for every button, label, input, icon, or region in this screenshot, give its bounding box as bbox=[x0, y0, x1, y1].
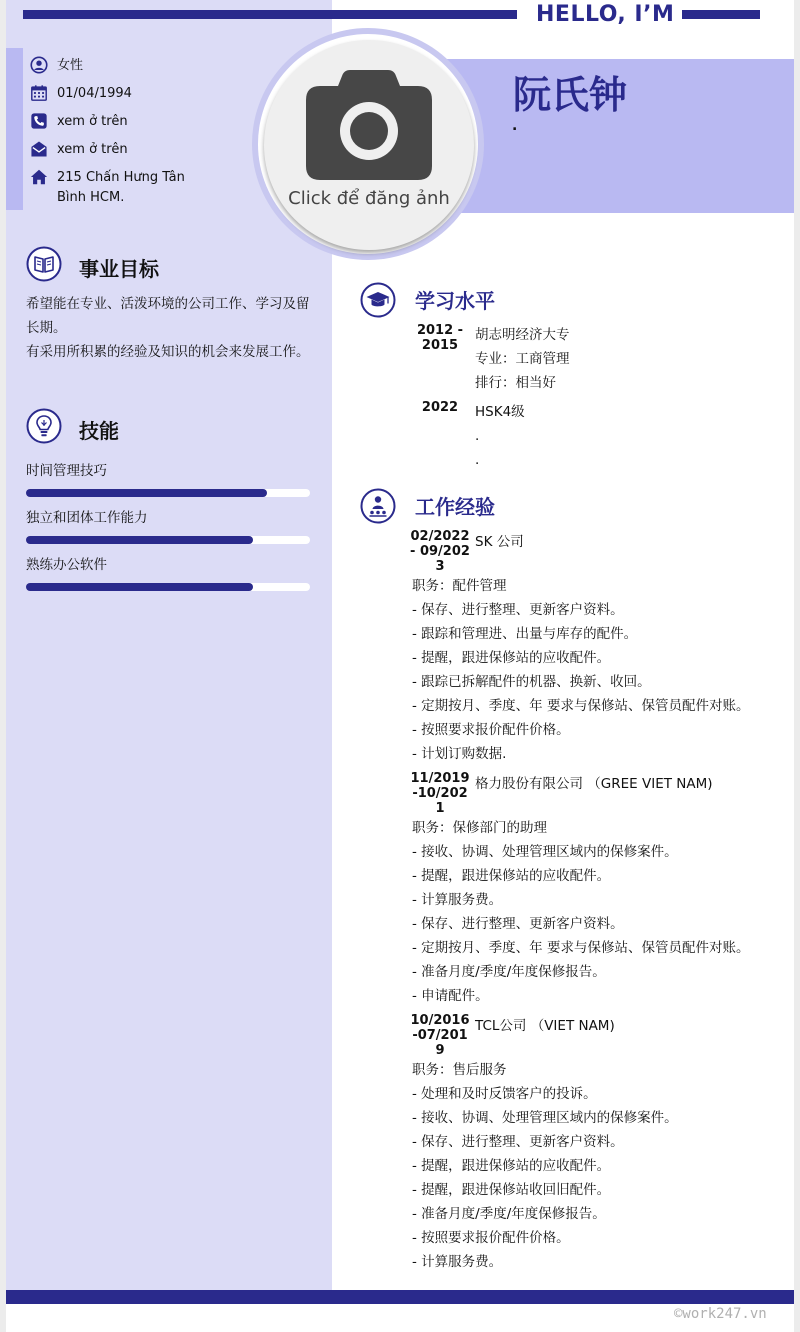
education-details[interactable] bbox=[475, 400, 525, 472]
objective-line: 希望能在专业、活泼环境的公司工作、学习及留长期。 bbox=[26, 296, 310, 336]
job-company[interactable]: 格力股份有限公司 （GREE VIET NAM) bbox=[475, 776, 713, 792]
info-address[interactable] bbox=[30, 168, 207, 208]
bottom-rule bbox=[6, 1290, 794, 1304]
hello-heading: HELLO, I’M bbox=[536, 2, 675, 27]
job-duties[interactable] bbox=[412, 1058, 787, 1274]
info-phone[interactable] bbox=[30, 112, 207, 132]
book-icon bbox=[26, 246, 62, 282]
job-duty: - 准备月度/季度/年度保修报告。 bbox=[412, 964, 606, 980]
job-duty: - 准备月度/季度/年度保修报告。 bbox=[412, 1206, 606, 1222]
graduation-cap-icon bbox=[360, 282, 396, 318]
skill-label: 时间管理技巧 bbox=[26, 463, 107, 479]
info-accent-bar bbox=[6, 48, 23, 210]
address-text: 215 Chấn Hưng Tân Bình HCM. bbox=[57, 170, 185, 205]
job-duty: - 处理和及时反馈客户的投诉。 bbox=[412, 1086, 597, 1102]
email-icon bbox=[30, 140, 48, 158]
home-icon bbox=[30, 168, 48, 186]
calendar-icon bbox=[30, 84, 48, 102]
job-company[interactable]: TCL公司 （VIET NAM) bbox=[475, 1018, 615, 1034]
education-date: 2012 - 2015 bbox=[416, 323, 464, 353]
skill-label: 独立和团体工作能力 bbox=[26, 510, 148, 526]
objective-title: 事业目标 bbox=[79, 257, 159, 281]
job-duty: - 计划订购数据. bbox=[412, 746, 507, 762]
skill-bar-fill bbox=[26, 489, 267, 497]
job-title[interactable]: . bbox=[512, 118, 518, 134]
job-duty: - 跟踪已拆解配件的机器、换新、收回。 bbox=[412, 674, 651, 690]
gender-text: 女性 bbox=[57, 58, 84, 73]
job-duty: - 接收、协调、处理管理区域内的保修案件。 bbox=[412, 1110, 678, 1126]
skill-bar-track bbox=[26, 536, 310, 544]
top-rule-left bbox=[23, 10, 517, 19]
education-line: . bbox=[475, 428, 480, 444]
skill-item bbox=[26, 461, 310, 497]
job-duty: 职务：保修部门的助理 bbox=[412, 820, 547, 836]
job-duty: - 计算服务费。 bbox=[412, 892, 503, 908]
job-duty: - 按照要求报价配件价格。 bbox=[412, 1230, 570, 1246]
experience-title: 工作经验 bbox=[415, 495, 495, 519]
info-email[interactable] bbox=[30, 140, 207, 160]
job-date: 10/2016 -07/2019 bbox=[410, 1013, 470, 1058]
team-icon bbox=[360, 488, 396, 524]
education-line: HSK4级 bbox=[475, 404, 525, 420]
job-duty: - 定期按月、季度、年 要求与保修站、保管员配件对账。 bbox=[412, 698, 750, 714]
full-name[interactable]: 阮氏钟 bbox=[513, 73, 628, 117]
watermark: ©work247.vn bbox=[674, 1306, 767, 1322]
education-line: 排行：相当好 bbox=[475, 375, 556, 391]
top-rule-right bbox=[682, 10, 760, 19]
job-duty: - 提醒，跟进保修站收回旧配件。 bbox=[412, 1182, 611, 1198]
education-details[interactable] bbox=[475, 323, 570, 395]
job-duty: 职务：售后服务 bbox=[412, 1062, 507, 1078]
job-duty: - 计算服务费。 bbox=[412, 1254, 503, 1270]
job-duty: - 接收、协调、处理管理区域内的保修案件。 bbox=[412, 844, 678, 860]
education-date: 2022 bbox=[421, 400, 459, 415]
skill-label: 熟练办公软件 bbox=[26, 557, 107, 573]
job-duty: - 保存、进行整理、更新客户资料。 bbox=[412, 1134, 624, 1150]
job-duty: - 提醒，跟进保修站的应收配件。 bbox=[412, 1158, 611, 1174]
camera-icon bbox=[306, 70, 432, 180]
info-birthdate[interactable] bbox=[30, 84, 207, 104]
job-duty: - 提醒，跟进保修站的应收配件。 bbox=[412, 650, 611, 666]
objective-text[interactable] bbox=[26, 292, 316, 364]
job-duty: - 保存、进行整理、更新客户资料。 bbox=[412, 602, 624, 618]
job-duty: - 跟踪和管理进、出量与库存的配件。 bbox=[412, 626, 638, 642]
job-duty: - 提醒，跟进保修站的应收配件。 bbox=[412, 868, 611, 884]
objective-line: 有采用所积累的经验及知识的机会来发展工作。 bbox=[26, 344, 310, 360]
skill-item bbox=[26, 508, 310, 544]
skill-bar-track bbox=[26, 489, 310, 497]
user-icon bbox=[30, 56, 48, 74]
job-duty: - 定期按月、季度、年 要求与保修站、保管员配件对账。 bbox=[412, 940, 750, 956]
phone-icon bbox=[30, 112, 48, 130]
lightbulb-icon bbox=[26, 408, 62, 444]
education-line: 胡志明经济大专 bbox=[475, 327, 570, 343]
info-gender[interactable] bbox=[30, 56, 207, 76]
email-text: xem ở trên bbox=[57, 142, 128, 157]
photo-upload[interactable] bbox=[264, 40, 474, 250]
job-duties[interactable] bbox=[412, 574, 787, 766]
resume-page bbox=[6, 0, 794, 1332]
birthdate-text: 01/04/1994 bbox=[57, 86, 132, 101]
education-line: 专业：工商管理 bbox=[475, 351, 570, 367]
skill-bar-fill bbox=[26, 583, 253, 591]
education-line: . bbox=[475, 452, 480, 468]
job-duty: - 保存、进行整理、更新客户资料。 bbox=[412, 916, 624, 932]
job-company[interactable]: SK 公司 bbox=[475, 534, 524, 550]
job-date: 11/2019 -10/2021 bbox=[410, 771, 470, 816]
skill-bar-fill bbox=[26, 536, 253, 544]
job-duties[interactable] bbox=[412, 816, 787, 1008]
education-title: 学习水平 bbox=[415, 289, 495, 313]
job-duty: 职务：配件管理 bbox=[412, 578, 507, 594]
job-duty: - 按照要求报价配件价格。 bbox=[412, 722, 570, 738]
job-duty: - 申请配件。 bbox=[412, 988, 489, 1004]
job-date: 02/2022 - 09/2023 bbox=[410, 529, 470, 574]
skills-title: 技能 bbox=[79, 419, 119, 443]
skill-item bbox=[26, 555, 310, 591]
phone-text: xem ở trên bbox=[57, 114, 128, 129]
skill-bar-track bbox=[26, 583, 310, 591]
photo-upload-label: Click để đăng ảnh bbox=[288, 188, 450, 209]
